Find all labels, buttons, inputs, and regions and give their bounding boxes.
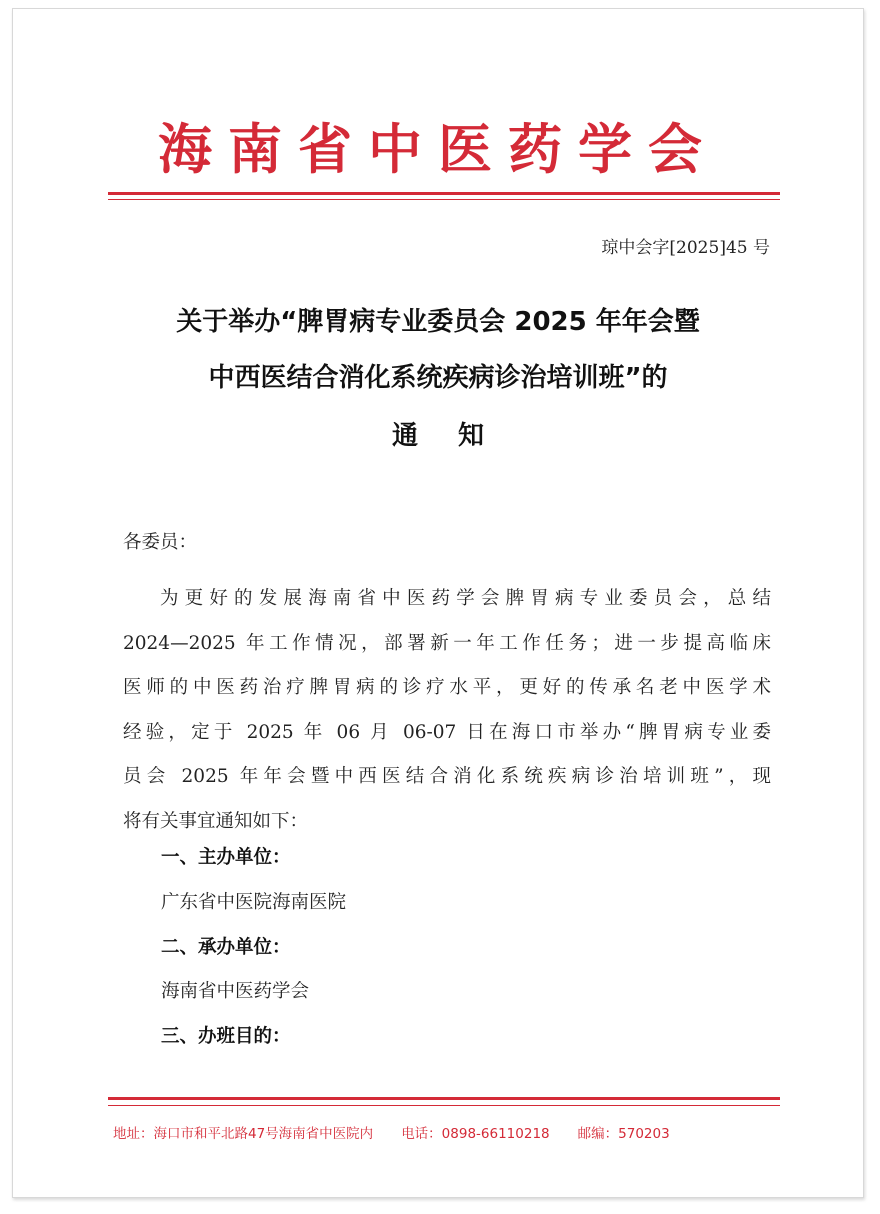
footer-contact	[113, 1122, 783, 1142]
body-paragraph	[123, 577, 771, 844]
letterhead-rule-bottom	[108, 199, 780, 200]
paragraph-line: 经验，定于 2025 年 06 月 06-07 日在海口市举办“脾胃病专业委	[123, 721, 771, 743]
title-notice: 通知	[391, 421, 524, 451]
paragraph-line: 医师的中医药治疗脾胃病的诊疗水平，更好的传承名老中医学术	[123, 677, 771, 698]
title-line-2: 中西医结合消化系统疾病诊治培训班”的	[208, 363, 668, 393]
paragraph-line: 2024—2025 年工作情况，部署新一年工作任务；进一步提高临床	[123, 632, 771, 654]
footer-rule-top	[108, 1097, 780, 1100]
footer-postcode: 邮编：570203	[577, 1126, 670, 1142]
section-heading-co-organizer: 二、承办单位：	[161, 937, 291, 958]
section-heading-organizer: 一、主办单位：	[161, 847, 291, 868]
section-content-organizer: 广东省中医院海南医院	[161, 892, 347, 913]
footer-address: 地址：海口市和平北路47号海南省中医院内	[113, 1126, 374, 1142]
letterhead-org-name: 海南省中医药学会	[158, 117, 718, 181]
footer-phone: 电话：0898-66110218	[401, 1126, 550, 1142]
document-page	[12, 8, 864, 1198]
paragraph-line: 员会 2025 年年会暨中西医结合消化系统疾病诊治培训班”，现	[123, 766, 771, 787]
letterhead-rule-top	[108, 192, 780, 195]
document-number: 琼中会字[2025]45 号	[601, 238, 770, 258]
section-heading-purpose: 三、办班目的：	[161, 1026, 291, 1047]
salutation-text: 各委员：	[123, 532, 198, 553]
paragraph-line: 为更好的发展海南省中医药学会脾胃病专业委员会，总结	[160, 588, 771, 609]
paragraph-line: 将有关事宜通知如下：	[123, 810, 309, 832]
footer-rule-bottom	[108, 1105, 780, 1106]
title-line-1: 关于举办“脾胃病专业委员会 2025 年年会暨	[176, 307, 700, 337]
section-content-co-organizer: 海南省中医药学会	[161, 981, 310, 1002]
salutation	[123, 521, 771, 566]
